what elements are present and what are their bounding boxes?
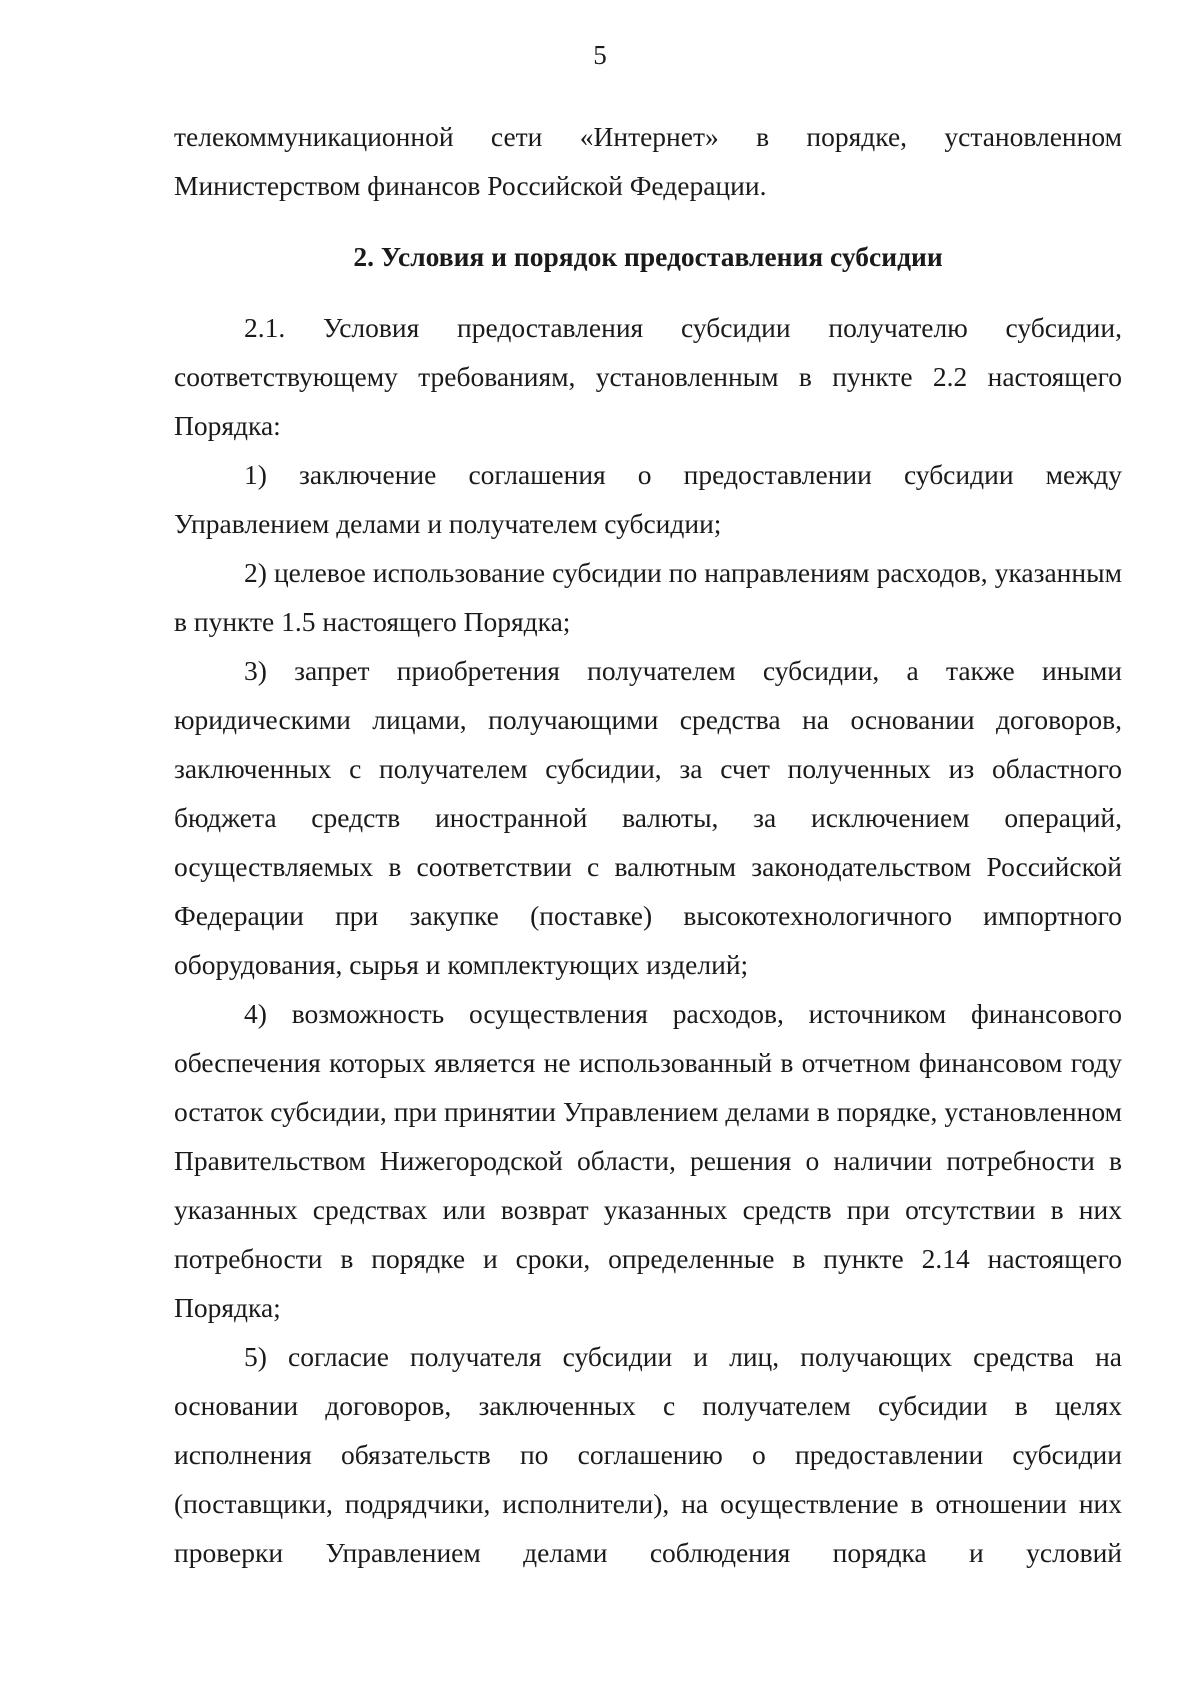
paragraph-item-1: 1) заключение соглашения о предоставлении субсидии между Управлением делами и получателем субсидии; bbox=[174, 459, 1122, 539]
paragraph-2-1: 2.1. Условия предоставления субсидии получателю субсидии, соответствующему требованиям, установленным в пункте 2.2 настоящего Порядка: bbox=[174, 312, 1122, 441]
page-number: 5 bbox=[593, 40, 607, 70]
document-body bbox=[174, 112, 1122, 1577]
paragraph-item-2: 2) целевое использование субсидии по направлениям расходов, указанным в пункте 1.5 настоящего Порядка; bbox=[174, 557, 1122, 637]
paragraph-item-5: 5) согласие получателя субсидии и лиц, получающих средства на основании договоров, заключенных с получателем субсидии в целях исполнения обязательств по соглашению о предоставлении субсидии (поставщики, подрядчики, исполнители), на осуществление в отношении них проверки Управлением делами соблюдения порядка и условий bbox=[174, 1341, 1122, 1568]
intro-paragraph: телекоммуникационной сети «Интернет» в порядке, установленном Министерством финансов Российской Федерации. bbox=[174, 121, 1122, 201]
section-heading: 2. Условия и порядок предоставления субсидии bbox=[353, 241, 943, 272]
paragraph-item-3: 3) запрет приобретения получателем субсидии, а также иными юридическими лицами, получающими средства на основании договоров, заключенных с получателем субсидии, за счет полученных из областного бюджета средств иностранной валюты, за исключением операций, осуществляемых в соответствии с валютным законодательством Российской Федерации при закупке (поставке) высокотехнологичного импортного оборудования, сырья и комплектующих изделий; bbox=[174, 655, 1122, 980]
paragraph-item-4: 4) возможность осуществления расходов, источником финансового обеспечения которых является не использованный в отчетном финансовом году остаток субсидии, при принятии Управлением делами в порядке, установленном Правительством Нижегородской области, решения о наличии потребности в указанных средствах или возврат указанных средств при отсутствии в них потребности в порядке и сроки, определенные в пункте 2.14 настоящего Порядка; bbox=[174, 998, 1122, 1323]
